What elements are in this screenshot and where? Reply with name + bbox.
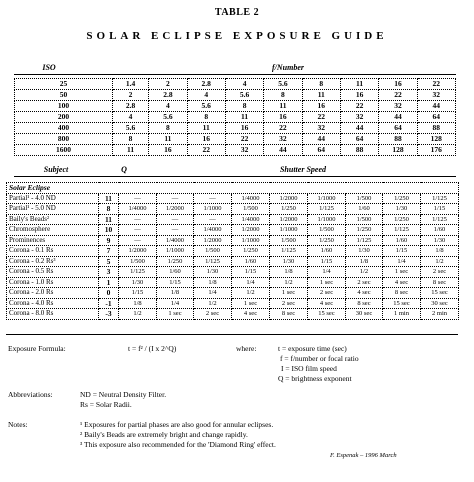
shutter-speed-cell: 1/4000 bbox=[232, 214, 270, 225]
iso-row bbox=[15, 145, 456, 156]
exposure-row bbox=[7, 288, 459, 299]
shutter-speed-cell: 1/4000 bbox=[194, 225, 232, 236]
fnumber-cell: 2.8 bbox=[187, 79, 225, 90]
shutter-speed-cell: 2 sec bbox=[270, 298, 308, 309]
shutter-speed-cell: 30 sec bbox=[346, 309, 383, 320]
shutter-speed-cell: — bbox=[194, 193, 232, 204]
shutter-speed-cell: 1/60 bbox=[421, 225, 459, 236]
q-cell: 9 bbox=[99, 235, 119, 246]
fnumber-cell: 4 bbox=[149, 101, 187, 112]
note-1: ¹ Exposures for partial phases are also good for annular eclipses. bbox=[80, 420, 274, 429]
category-row bbox=[7, 183, 459, 194]
fnumber-cell: 44 bbox=[379, 112, 417, 123]
shutter-speed-cell: 1/2 bbox=[270, 277, 308, 288]
fnumber-cell: 11 bbox=[225, 112, 263, 123]
definition-q: Q = brightness exponent bbox=[278, 374, 352, 383]
fnumber-cell: 44 bbox=[417, 101, 455, 112]
exposure-formula: t = f² / (I x 2^Q) bbox=[128, 344, 177, 353]
exposure-row bbox=[7, 246, 459, 257]
table-title: TABLE 2 bbox=[214, 7, 260, 18]
iso-row bbox=[15, 134, 456, 145]
fnumber-cell: 64 bbox=[417, 112, 455, 123]
q-cell: 0 bbox=[99, 288, 119, 299]
iso-value-cell: 100 bbox=[15, 101, 113, 112]
iso-value-cell: 25 bbox=[15, 79, 113, 90]
shutter-speed-cell: 1/2000 bbox=[270, 214, 308, 225]
shutter-speed-cell: 1/8 bbox=[119, 298, 157, 309]
fnumber-cell: 22 bbox=[379, 90, 417, 101]
shutter-speed-cell: 1/250 bbox=[383, 214, 421, 225]
shutter-speed-cell: 1/1000 bbox=[157, 246, 194, 257]
shutter-speed-cell: 2 sec bbox=[308, 288, 346, 299]
shutter-speed-cell: 1/2 bbox=[194, 298, 232, 309]
shutter-speed-cell: 30 sec bbox=[421, 298, 459, 309]
q-cell: 3 bbox=[99, 267, 119, 278]
fnumber-cell: 64 bbox=[302, 145, 340, 156]
abbreviations-label: Abbreviations: bbox=[8, 390, 53, 399]
shutter-speed-cell: 1/4 bbox=[383, 256, 421, 267]
shutter-speed-cell: 1/2000 bbox=[194, 235, 232, 246]
shutter-speed-cell: 1/125 bbox=[308, 204, 346, 215]
fnumber-cell: 11 bbox=[112, 145, 148, 156]
subject-cell: Corona - 0.1 Rs bbox=[7, 246, 99, 257]
shutter-speed-cell: 1/125 bbox=[383, 225, 421, 236]
shutter-speed-cell: 1/250 bbox=[383, 193, 421, 204]
fnumber-cell: 8 bbox=[225, 101, 263, 112]
shutter-speed-cell: 1/1000 bbox=[232, 235, 270, 246]
shutter-speed-cell: 1/125 bbox=[119, 267, 157, 278]
shutter-speed-cell: 2 sec bbox=[194, 309, 232, 320]
fnumber-cell: 32 bbox=[264, 134, 302, 145]
fnumber-cell: 5.6 bbox=[225, 90, 263, 101]
iso-header-underline bbox=[14, 74, 456, 75]
shutter-speed-cell: 1 sec bbox=[232, 298, 270, 309]
shutter-speed-cell: 2 sec bbox=[421, 267, 459, 278]
subject-cell: Partial¹ - 4.0 ND bbox=[7, 193, 99, 204]
iso-row bbox=[15, 90, 456, 101]
fnumber-cell: 22 bbox=[417, 79, 455, 90]
fnumber-cell: 128 bbox=[379, 145, 417, 156]
subject-cell: Baily's Beads² bbox=[7, 214, 99, 225]
subject-cell: Prominences bbox=[7, 235, 99, 246]
shutter-speed-cell: 1/125 bbox=[421, 214, 459, 225]
iso-value-cell: 800 bbox=[15, 134, 113, 145]
shutter-speed-cell: 4 sec bbox=[383, 277, 421, 288]
fnumber-cell: 88 bbox=[379, 134, 417, 145]
where-label: where: bbox=[236, 344, 257, 353]
shutter-speed-cell: 1/30 bbox=[270, 256, 308, 267]
shutter-speed-cell: 1/500 bbox=[346, 214, 383, 225]
iso-row bbox=[15, 123, 456, 134]
exposure-row bbox=[7, 214, 459, 225]
fnumber-cell: 4 bbox=[225, 79, 263, 90]
shutter-speed-cell: 1/125 bbox=[270, 246, 308, 257]
shutter-speed-cell: 1/2 bbox=[346, 267, 383, 278]
shutter-speed-cell: 1/125 bbox=[421, 193, 459, 204]
fnumber-cell: 16 bbox=[379, 79, 417, 90]
shutter-speed-cell: — bbox=[194, 214, 232, 225]
shutter-speed-cell: 1/4000 bbox=[232, 193, 270, 204]
subject-cell: Partial¹ - 5.0 ND bbox=[7, 204, 99, 215]
shutter-speed-cell: — bbox=[119, 225, 157, 236]
exposure-row bbox=[7, 267, 459, 278]
definition-t: t = exposure time (sec) bbox=[278, 344, 347, 353]
shutter-speed-cell: 1/4 bbox=[232, 277, 270, 288]
fnumber-cell: 16 bbox=[149, 145, 187, 156]
q-cell: 11 bbox=[99, 193, 119, 204]
q-cell: 8 bbox=[99, 204, 119, 215]
shutter-speed-cell: 1/8 bbox=[346, 256, 383, 267]
fnumber-cell: 32 bbox=[379, 101, 417, 112]
fnumber-cell: 64 bbox=[379, 123, 417, 134]
fnumber-cell: 5.6 bbox=[187, 101, 225, 112]
exposure-row bbox=[7, 235, 459, 246]
shutter-speed-cell: 1/30 bbox=[383, 204, 421, 215]
fnumber-cell: 22 bbox=[225, 134, 263, 145]
definition-i: I = ISO film speed bbox=[281, 364, 337, 373]
shutter-speed-cell: 15 sec bbox=[383, 298, 421, 309]
fnumber-cell: 5.6 bbox=[264, 79, 302, 90]
fnumber-cell: 4 bbox=[187, 90, 225, 101]
notes-label: Notes: bbox=[8, 420, 28, 429]
shutter-speed-cell: 1/1000 bbox=[308, 214, 346, 225]
fnumber-cell: 88 bbox=[340, 145, 378, 156]
shutter-speed-cell: 1/4000 bbox=[157, 235, 194, 246]
table-bottom-rule bbox=[6, 334, 458, 335]
fnumber-cell: 32 bbox=[302, 123, 340, 134]
subject-cell: Corona - 8.0 Rs bbox=[7, 309, 99, 320]
fnumber-cell: 1.4 bbox=[112, 79, 148, 90]
shutter-speed-cell: 4 sec bbox=[308, 298, 346, 309]
fnumber-cell: 4 bbox=[112, 112, 148, 123]
shutter-speed-cell: 15 sec bbox=[308, 309, 346, 320]
shutter-speed-cell: 1/60 bbox=[308, 246, 346, 257]
shutter-speed-cell: 1/1000 bbox=[194, 204, 232, 215]
iso-value-cell: 400 bbox=[15, 123, 113, 134]
shutter-speed-cell: 15 sec bbox=[421, 288, 459, 299]
fnumber-cell: 11 bbox=[340, 79, 378, 90]
definition-f: f = f/number or focal ratio bbox=[280, 354, 359, 363]
shutter-speed-cell: 1/500 bbox=[308, 225, 346, 236]
iso-row bbox=[15, 112, 456, 123]
subject-cell: Chromosphere bbox=[7, 225, 99, 236]
shutter-speed-cell: — bbox=[119, 193, 157, 204]
shutter-speed-cell: 2 min bbox=[421, 309, 459, 320]
iso-fnumber-table bbox=[14, 78, 456, 156]
subject-cell: Corona - 0.5 Rs bbox=[7, 267, 99, 278]
shutter-speed-cell: 1/30 bbox=[421, 235, 459, 246]
shutter-speed-cell: 1/15 bbox=[308, 256, 346, 267]
shutter-speed-cell: 1/15 bbox=[157, 277, 194, 288]
shutter-speed-cell: 1/500 bbox=[119, 256, 157, 267]
shutter-speed-header: Shutter Speed bbox=[279, 165, 326, 174]
shutter-speed-cell: 8 sec bbox=[421, 277, 459, 288]
shutter-speed-cell: 1/500 bbox=[346, 193, 383, 204]
fnumber-cell: 22 bbox=[187, 145, 225, 156]
fnumber-cell: 16 bbox=[187, 134, 225, 145]
shutter-speed-cell: 1/250 bbox=[232, 246, 270, 257]
q-cell: 11 bbox=[99, 214, 119, 225]
fnumber-cell: 16 bbox=[302, 101, 340, 112]
shutter-speed-cell: 1/500 bbox=[194, 246, 232, 257]
iso-row bbox=[15, 101, 456, 112]
fnumber-cell: 44 bbox=[264, 145, 302, 156]
fnumber-cell: 64 bbox=[340, 134, 378, 145]
shutter-speed-cell: 1/125 bbox=[194, 256, 232, 267]
shutter-speed-cell: 1/60 bbox=[232, 256, 270, 267]
fnumber-cell: 8 bbox=[302, 79, 340, 90]
table-subtitle: SOLAR ECLIPSE EXPOSURE GUIDE bbox=[86, 30, 388, 42]
fnumber-cell: 2 bbox=[112, 90, 148, 101]
fnumber-cell: 128 bbox=[417, 134, 455, 145]
fnumber-cell: 8 bbox=[264, 90, 302, 101]
shutter-speed-cell: — bbox=[157, 225, 194, 236]
note-3: ³ This exposure also recommended for the 'Diamond Ring' effect. bbox=[80, 440, 276, 449]
fnumber-cell: 44 bbox=[302, 134, 340, 145]
iso-value-cell: 1600 bbox=[15, 145, 113, 156]
iso-row bbox=[15, 79, 456, 90]
exposure-row bbox=[7, 309, 459, 320]
q-cell: -3 bbox=[99, 309, 119, 320]
shutter-speed-cell: 1/30 bbox=[194, 267, 232, 278]
subject-cell: Corona - 1.0 Rs bbox=[7, 277, 99, 288]
shutter-speed-cell: 1/15 bbox=[383, 246, 421, 257]
shutter-speed-cell: 4 sec bbox=[232, 309, 270, 320]
iso-value-cell: 50 bbox=[15, 90, 113, 101]
shutter-speed-cell: 1 min bbox=[383, 309, 421, 320]
shutter-speed-cell: 1/30 bbox=[346, 246, 383, 257]
shutter-speed-cell: 1/2 bbox=[232, 288, 270, 299]
shutter-speed-cell: 1/60 bbox=[157, 267, 194, 278]
exposure-row bbox=[7, 256, 459, 267]
fnumber-cell: 11 bbox=[187, 123, 225, 134]
exposure-table bbox=[6, 182, 459, 320]
fnumber-cell: 8 bbox=[149, 123, 187, 134]
fnumber-cell: 5.6 bbox=[112, 123, 148, 134]
subject-cell: Corona - 4.0 Rs bbox=[7, 298, 99, 309]
shutter-speed-cell: — bbox=[157, 193, 194, 204]
fnumber-cell: 32 bbox=[340, 112, 378, 123]
shutter-speed-cell: 8 sec bbox=[346, 298, 383, 309]
fnumber-cell: 176 bbox=[417, 145, 455, 156]
q-cell: 7 bbox=[99, 246, 119, 257]
fnumber-cell: 88 bbox=[417, 123, 455, 134]
shutter-speed-cell: 1/8 bbox=[421, 246, 459, 257]
fnumber-cell: 16 bbox=[340, 90, 378, 101]
fnumber-cell: 8 bbox=[112, 134, 148, 145]
q-cell: 1 bbox=[99, 277, 119, 288]
shutter-speed-cell: 1/4 bbox=[157, 298, 194, 309]
fnumber-cell: 32 bbox=[417, 90, 455, 101]
q-cell: 10 bbox=[99, 225, 119, 236]
fnumber-cell: 5.6 bbox=[149, 112, 187, 123]
fnumber-cell: 11 bbox=[149, 134, 187, 145]
author-signature: F. Espenak – 1996 March bbox=[330, 452, 397, 459]
iso-value-cell: 200 bbox=[15, 112, 113, 123]
formula-label: Exposure Formula: bbox=[8, 344, 66, 353]
fnumber-cell: 16 bbox=[225, 123, 263, 134]
shutter-speed-cell: — bbox=[119, 214, 157, 225]
exposure-row bbox=[7, 193, 459, 204]
q-header: Q bbox=[121, 165, 127, 174]
shutter-speed-cell: 1/250 bbox=[157, 256, 194, 267]
shutter-speed-cell: 1/2000 bbox=[270, 193, 308, 204]
fnumber-cell: 22 bbox=[264, 123, 302, 134]
subject-header-underline bbox=[14, 176, 456, 177]
shutter-speed-cell: 1/2000 bbox=[232, 225, 270, 236]
abbreviation-rs: Rs = Solar Radii. bbox=[80, 400, 132, 409]
shutter-speed-cell: 1/1000 bbox=[270, 225, 308, 236]
shutter-speed-cell: 1/250 bbox=[308, 235, 346, 246]
fnumber-cell: 16 bbox=[264, 112, 302, 123]
shutter-speed-cell: 1/4 bbox=[194, 288, 232, 299]
fnumber-cell: 8 bbox=[187, 112, 225, 123]
fnumber-header: f/Number bbox=[272, 63, 304, 72]
fnumber-cell: 22 bbox=[340, 101, 378, 112]
shutter-speed-cell: 1 sec bbox=[383, 267, 421, 278]
shutter-speed-cell: 1/500 bbox=[232, 204, 270, 215]
iso-header: ISO bbox=[42, 63, 56, 72]
shutter-speed-cell: 1/30 bbox=[119, 277, 157, 288]
exposure-row bbox=[7, 277, 459, 288]
shutter-speed-cell: 1 sec bbox=[308, 277, 346, 288]
shutter-speed-cell: 1/4 bbox=[308, 267, 346, 278]
subject-cell: Corona - 2.0 Rs bbox=[7, 288, 99, 299]
abbreviation-nd: ND = Neutral Density Filter. bbox=[80, 390, 167, 399]
shutter-speed-cell: 1/250 bbox=[270, 204, 308, 215]
shutter-speed-cell: 1/2000 bbox=[119, 246, 157, 257]
shutter-speed-cell: — bbox=[119, 235, 157, 246]
fnumber-cell: 44 bbox=[340, 123, 378, 134]
shutter-speed-cell: 1/250 bbox=[346, 225, 383, 236]
subject-header: Subject bbox=[43, 165, 69, 174]
fnumber-cell: 11 bbox=[302, 90, 340, 101]
shutter-speed-cell: 1/2 bbox=[119, 309, 157, 320]
category-label: Solar Eclipse bbox=[7, 183, 459, 194]
note-2: ² Baily's Beads are extremely bright and change rapidly. bbox=[80, 430, 248, 439]
fnumber-cell: 32 bbox=[225, 145, 263, 156]
exposure-row bbox=[7, 204, 459, 215]
q-cell: -1 bbox=[99, 298, 119, 309]
shutter-speed-cell: 1/15 bbox=[232, 267, 270, 278]
shutter-speed-cell: 1/15 bbox=[421, 204, 459, 215]
shutter-speed-cell: 1/2 bbox=[421, 256, 459, 267]
shutter-speed-cell: 1/15 bbox=[119, 288, 157, 299]
fnumber-cell: 11 bbox=[264, 101, 302, 112]
fnumber-cell: 22 bbox=[302, 112, 340, 123]
shutter-speed-cell: 1/125 bbox=[346, 235, 383, 246]
shutter-speed-cell: 8 sec bbox=[383, 288, 421, 299]
shutter-speed-cell: 1/4000 bbox=[119, 204, 157, 215]
shutter-speed-cell: 8 sec bbox=[270, 309, 308, 320]
shutter-speed-cell: 2 sec bbox=[346, 277, 383, 288]
shutter-speed-cell: — bbox=[157, 214, 194, 225]
shutter-speed-cell: 1/8 bbox=[270, 267, 308, 278]
shutter-speed-cell: 1 sec bbox=[157, 309, 194, 320]
shutter-speed-cell: 1 sec bbox=[270, 288, 308, 299]
shutter-speed-cell: 4 sec bbox=[346, 288, 383, 299]
fnumber-cell: 2.8 bbox=[112, 101, 148, 112]
shutter-speed-cell: 1/60 bbox=[383, 235, 421, 246]
fnumber-cell: 2 bbox=[149, 79, 187, 90]
subject-cell: Corona - 0.2 Rs³ bbox=[7, 256, 99, 267]
shutter-speed-cell: 1/2000 bbox=[157, 204, 194, 215]
q-cell: 5 bbox=[99, 256, 119, 267]
shutter-speed-cell: 1/8 bbox=[157, 288, 194, 299]
fnumber-cell: 2.8 bbox=[149, 90, 187, 101]
shutter-speed-cell: 1/60 bbox=[346, 204, 383, 215]
exposure-row bbox=[7, 298, 459, 309]
shutter-speed-cell: 1/8 bbox=[194, 277, 232, 288]
shutter-speed-cell: 1/1000 bbox=[308, 193, 346, 204]
shutter-speed-cell: 1/500 bbox=[270, 235, 308, 246]
exposure-row bbox=[7, 225, 459, 236]
